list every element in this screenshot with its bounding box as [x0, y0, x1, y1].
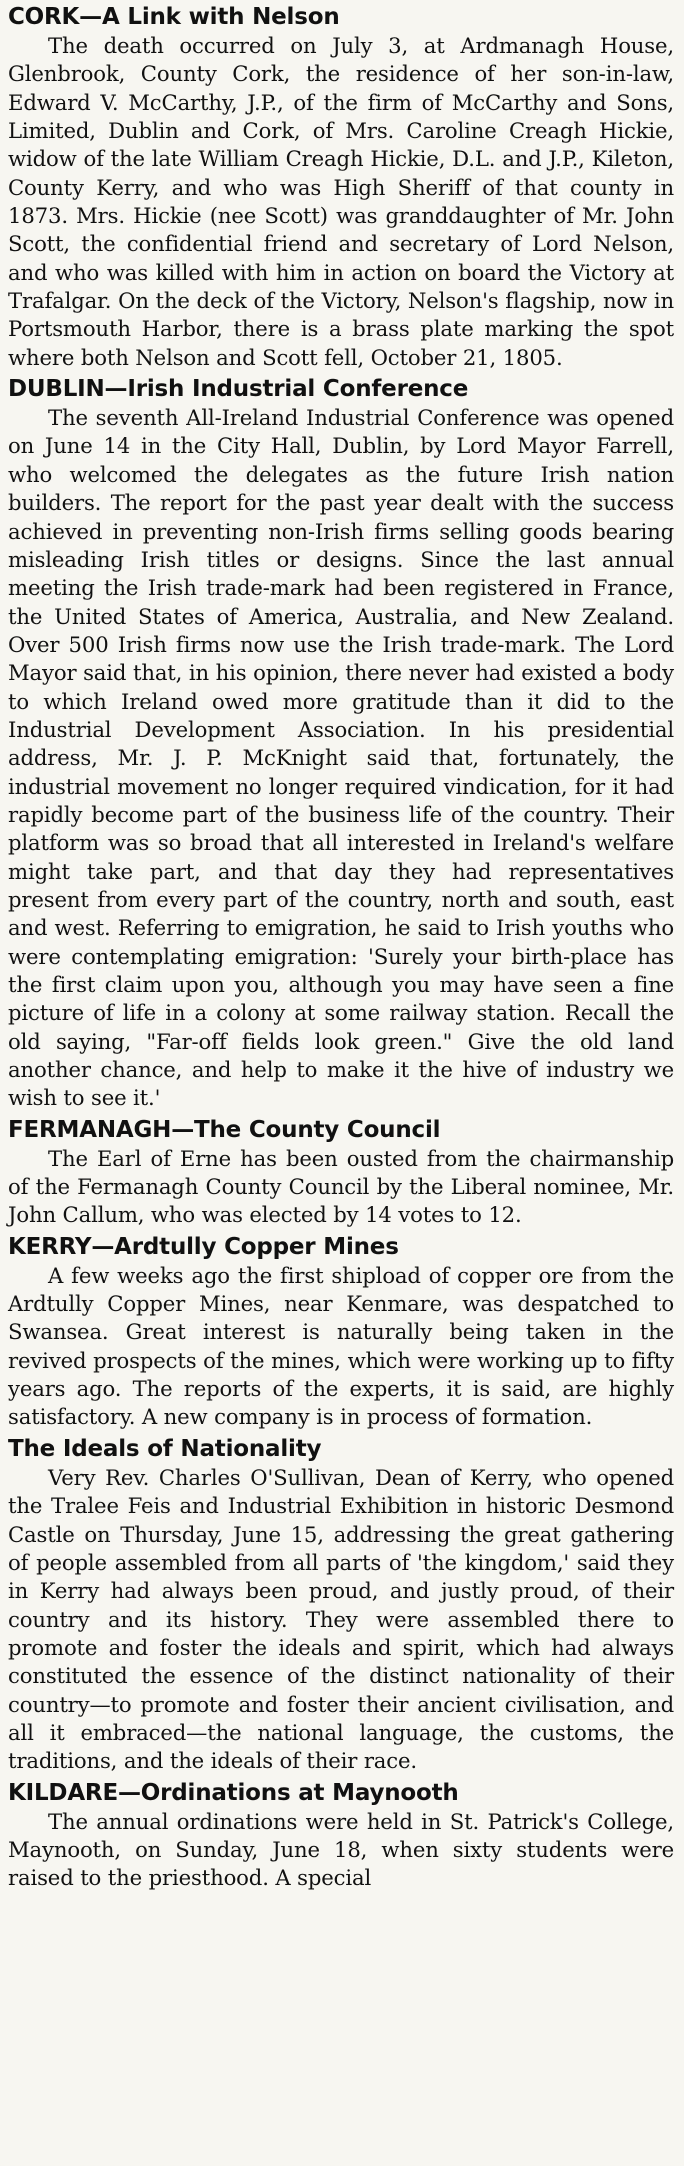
article-dublin — [8, 374, 674, 1113]
heading-text: KILDARE—Ordinations at Maynooth — [8, 1779, 459, 1806]
heading-text: KERRY—Ardtully Copper Mines — [8, 1233, 399, 1260]
article-kerry — [8, 1232, 674, 1432]
heading-text: FERMANAGH—The County Council — [8, 1116, 441, 1143]
article-heading — [8, 2, 674, 32]
heading-text: DUBLIN—Irish Industrial Conference — [8, 376, 469, 403]
article-body: The death occurred on July 3, at Ardmanagh House, Glenbrook, County Cork, the residence of her son-in-law, Edward V. McCarthy, J.P., of the firm of McCarthy and Sons, Limited, Dublin and Cork, of Mrs. Caroline Creagh Hickie, widow of the late William Creagh Hickie, D.L. and J.P., Kileton, County Kerry, and who was High Sheriff of that county in 1873. Mrs. Hickie (nee Scott) was granddaughter of Mr. John Scott, the confidential friend and secretary of Lord Nelson, and who was killed with him in action on board the Victory at Trafalgar. On the deck of the Victory, Nelson's flagship, now in Portsmouth Harbor, there is a brass plate marking the spot where both Nelson and Scott fell, October 21, 1805. — [8, 33, 674, 370]
article-body: The seventh All-Ireland Industrial Conference was opened on June 14 in the City Hall, Dublin, by Lord Mayor Farrell, who welcomed the delegates as the future Irish nation builders. The report for the past year dealt with the success achieved in preventing non-Irish firms selling goods bearing misleading Irish titles or designs. Since the last annual meeting the Irish trade-mark had been registered in France, the United States of America, Australia, and New Zealand. Over 500 Irish firms now use the Irish trade-mark. The Lord Mayor said that, in his opinion, there never had existed a body to which Ireland owed more gratitude than it did to the Industrial Development Association. In his presidential address, Mr. J. P. McKnight said that, fortunately, the industrial movement no longer required vindication, for it had rapidly become part of the business life of the country. Their platform was so broad that all interested in Ireland's welfare might take part, and that day they had representatives present from every part of the country, north and south, east and west. Referring to emigration, he said to Irish youths who were contemplating emigration: 'Surely your birth-place has the first claim upon you, although you may have seen a fine picture of life in a colony at some railway station. Recall the old saying, "Far-off fields look green." Give the old land another chance, and help to make it the hive of industry we wish to see it.' — [8, 405, 674, 1111]
article-ideals-of-nationality — [8, 1434, 674, 1776]
article-body: Very Rev. Charles O'Sullivan, Dean of Kerry, who opened the Tralee Feis and Industrial Exhibition in historic Desmond Castle on Thursday, June 15, addressing the great gathering of people assembled from all parts of 'the kingdom,' said they in Kerry had always been proud, and justly proud, of their country and its history. They were assembled there to promote and foster the ideals and spirit, which had always constituted the essence of the distinct nationality of their country—to promote and foster their ancient civilisation, and all it embraced—the national language, the customs, the traditions, and the ideals of their race. — [8, 1464, 674, 1774]
article-body: A few weeks ago the first shipload of copper ore from the Ardtully Copper Mines, near Kenmare, was despatched to Swansea. Great interest is naturally being taken in the revived prospects of the mines, which were working up to fifty years ago. The reports of the experts, it is said, are highly satisfactory. A new company is in process of formation. — [8, 1262, 674, 1430]
heading-text: The Ideals of Nationality — [8, 1435, 322, 1462]
article-heading — [8, 1115, 674, 1145]
article-kildare — [8, 1778, 674, 1893]
article-cork — [8, 2, 674, 372]
article-body: The annual ordinations were held in St. Patrick's College, Maynooth, on Sunday, June 18, when sixty students were raised to the priesthood. A special — [8, 1808, 674, 1891]
article-body: The Earl of Erne has been ousted from the chairmanship of the Fermanagh County Council by the Liberal nominee, Mr. John Callum, who was elected by 14 votes to 12. — [8, 1145, 674, 1228]
article-heading — [8, 374, 674, 404]
article-heading — [8, 1778, 674, 1808]
heading-text: CORK—A Link with Nelson — [8, 4, 340, 30]
article-fermanagh — [8, 1115, 674, 1230]
article-heading — [8, 1232, 674, 1262]
article-heading — [8, 1434, 674, 1464]
